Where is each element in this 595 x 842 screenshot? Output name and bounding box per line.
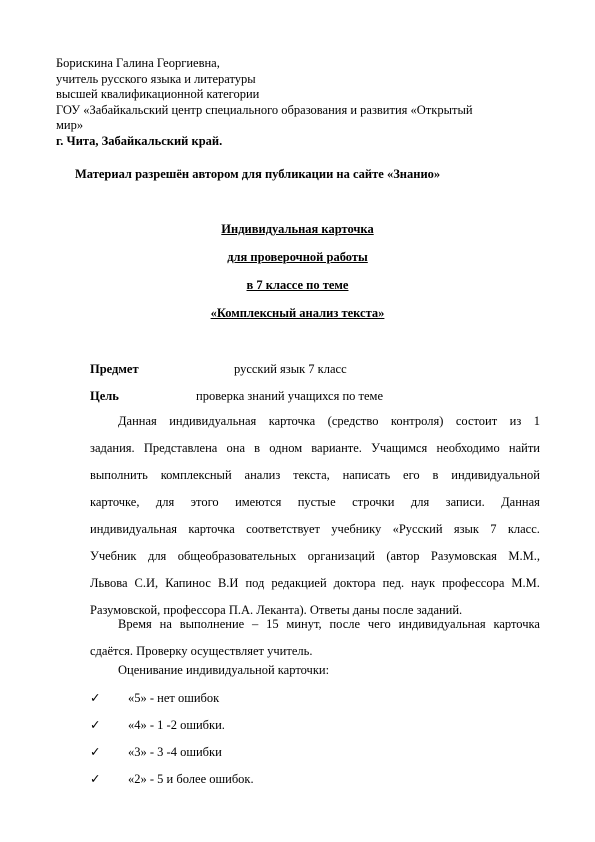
author-block bbox=[56, 56, 546, 149]
check-mark-icon: ✓ bbox=[90, 745, 101, 759]
check-mark-icon: ✓ bbox=[90, 772, 101, 786]
grading-item-text: «5» - нет ошибок bbox=[128, 691, 220, 705]
description-line: Разумовской, профессора П.А. Леканта). Ответы даны после заданий. bbox=[90, 603, 463, 617]
description-paragraph bbox=[90, 408, 540, 624]
grading-title-text: Оценивание индивидуальной карточки: bbox=[118, 663, 330, 677]
permission-note: Материал разрешён автором для публикации на сайте «Знанио» bbox=[75, 167, 441, 181]
description-line: задания. Представлена она в одном варианте. Учащимся необходимо найти bbox=[90, 441, 540, 455]
author-city: г. Чита, Забайкальский край. bbox=[56, 133, 223, 148]
author-category: высшей квалификационной категории bbox=[56, 87, 260, 101]
grading-item bbox=[90, 771, 254, 787]
author-name: Борискина Галина Георгиевна, bbox=[56, 56, 220, 70]
time-line: сдаётся. Проверку осуществляет учитель. bbox=[90, 644, 313, 658]
author-organization-line1: ГОУ «Забайкальский центр специального образования и развития «Открытый bbox=[56, 102, 473, 117]
grading-item-text: «2» - 5 и более ошибок. bbox=[128, 772, 254, 786]
grading-item-text: «3» - 3 -4 ошибки bbox=[128, 745, 222, 759]
time-paragraph bbox=[90, 611, 540, 665]
grading-item-text: «4» - 1 -2 ошибки. bbox=[128, 718, 225, 732]
goal-value-row bbox=[196, 389, 383, 404]
subject-row bbox=[90, 362, 139, 377]
goal-label: Цель bbox=[90, 389, 119, 403]
title-line-1: Индивидуальная карточка bbox=[221, 222, 374, 236]
description-line: Львова С.И, Капинос В.И под редакцией доктора пед. наук профессора М.М. bbox=[90, 576, 540, 590]
time-line: Время на выполнение – 15 минут, после чего индивидуальная карточка bbox=[118, 617, 540, 631]
goal-row bbox=[90, 389, 119, 404]
grading-item bbox=[90, 690, 219, 706]
title-line-4: «Комплексный анализ текста» bbox=[210, 306, 385, 320]
author-organization-line2: мир» bbox=[56, 118, 84, 132]
description-line: индивидуальная карточка соответствует учебнику «Русский язык 7 класс. bbox=[90, 522, 540, 536]
goal-value: проверка знаний учащихся по теме bbox=[196, 389, 383, 403]
subject-value-row bbox=[234, 362, 347, 377]
title-line-3: в 7 классе по теме bbox=[246, 278, 349, 292]
check-mark-icon: ✓ bbox=[90, 691, 101, 705]
description-line: Данная индивидуальная карточка (средство контроля) состоит из 1 bbox=[118, 414, 540, 428]
grading-item bbox=[90, 744, 222, 760]
subject-label: Предмет bbox=[90, 362, 139, 376]
author-position: учитель русского языка и литературы bbox=[56, 71, 256, 86]
check-mark-icon: ✓ bbox=[90, 718, 101, 732]
description-line: выполнить комплексный анализ текста, написать его в индивидуальной bbox=[90, 468, 540, 482]
title-line-2: для проверочной работы bbox=[227, 250, 368, 264]
subject-value: русский язык 7 класс bbox=[234, 362, 347, 376]
description-line: Учебник для общеобразовательных организаций (автор Разумовская М.М., bbox=[90, 549, 540, 563]
grading-item bbox=[90, 717, 225, 733]
description-line: карточке, для этого имеются пустые строчки для записи. Данная bbox=[90, 495, 540, 509]
grading-title bbox=[118, 663, 329, 678]
